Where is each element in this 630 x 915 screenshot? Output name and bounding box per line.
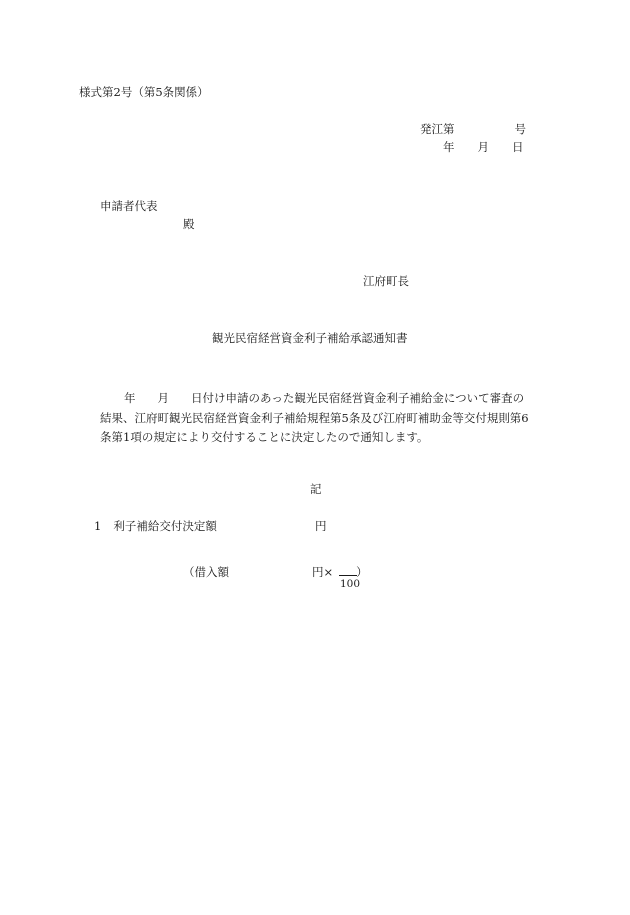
- item-subsidy-amount: [94, 519, 327, 533]
- document-date: [443, 142, 524, 154]
- fraction-bar: [339, 575, 357, 576]
- issuer-name: 江府町長: [363, 274, 409, 288]
- body-paragraph: [100, 389, 530, 448]
- item-label: 利子補給交付決定額: [113, 519, 217, 533]
- doc-number-prefix: 発江第: [420, 122, 455, 136]
- date-year: 年: [443, 140, 455, 154]
- form-number: 様式第2号（第5条関係）: [79, 85, 209, 99]
- loan-amount-line: [183, 565, 368, 579]
- body-month: 月: [157, 391, 169, 405]
- loan-close: ）: [356, 565, 368, 579]
- addressee-honorific: 殿: [183, 217, 195, 231]
- fraction-denominator: 100: [340, 578, 361, 590]
- ki-heading: 記: [310, 482, 322, 496]
- body-year: 年: [124, 391, 136, 405]
- loan-unit: 円×: [312, 565, 334, 579]
- item-unit: 円: [315, 519, 327, 533]
- loan-open: （借入額: [183, 565, 229, 579]
- date-month: 月: [477, 140, 489, 154]
- doc-number-suffix: 号: [514, 122, 526, 136]
- date-day: 日: [512, 140, 524, 154]
- addressee-label: 申請者代表: [100, 199, 158, 213]
- body-text: 日付け申請のあった観光民宿経営資金利子補給金について審査の結果、江府町観光民宿経営資金利子補給規程第5条及び江府町補助金等交付規則第6条第1項の規定により交付することに決定したので通知します。: [100, 391, 529, 444]
- document-title: 観光民宿経営資金利子補給承認通知書: [212, 331, 408, 345]
- item-number: 1: [94, 519, 102, 533]
- document-number: [420, 124, 526, 136]
